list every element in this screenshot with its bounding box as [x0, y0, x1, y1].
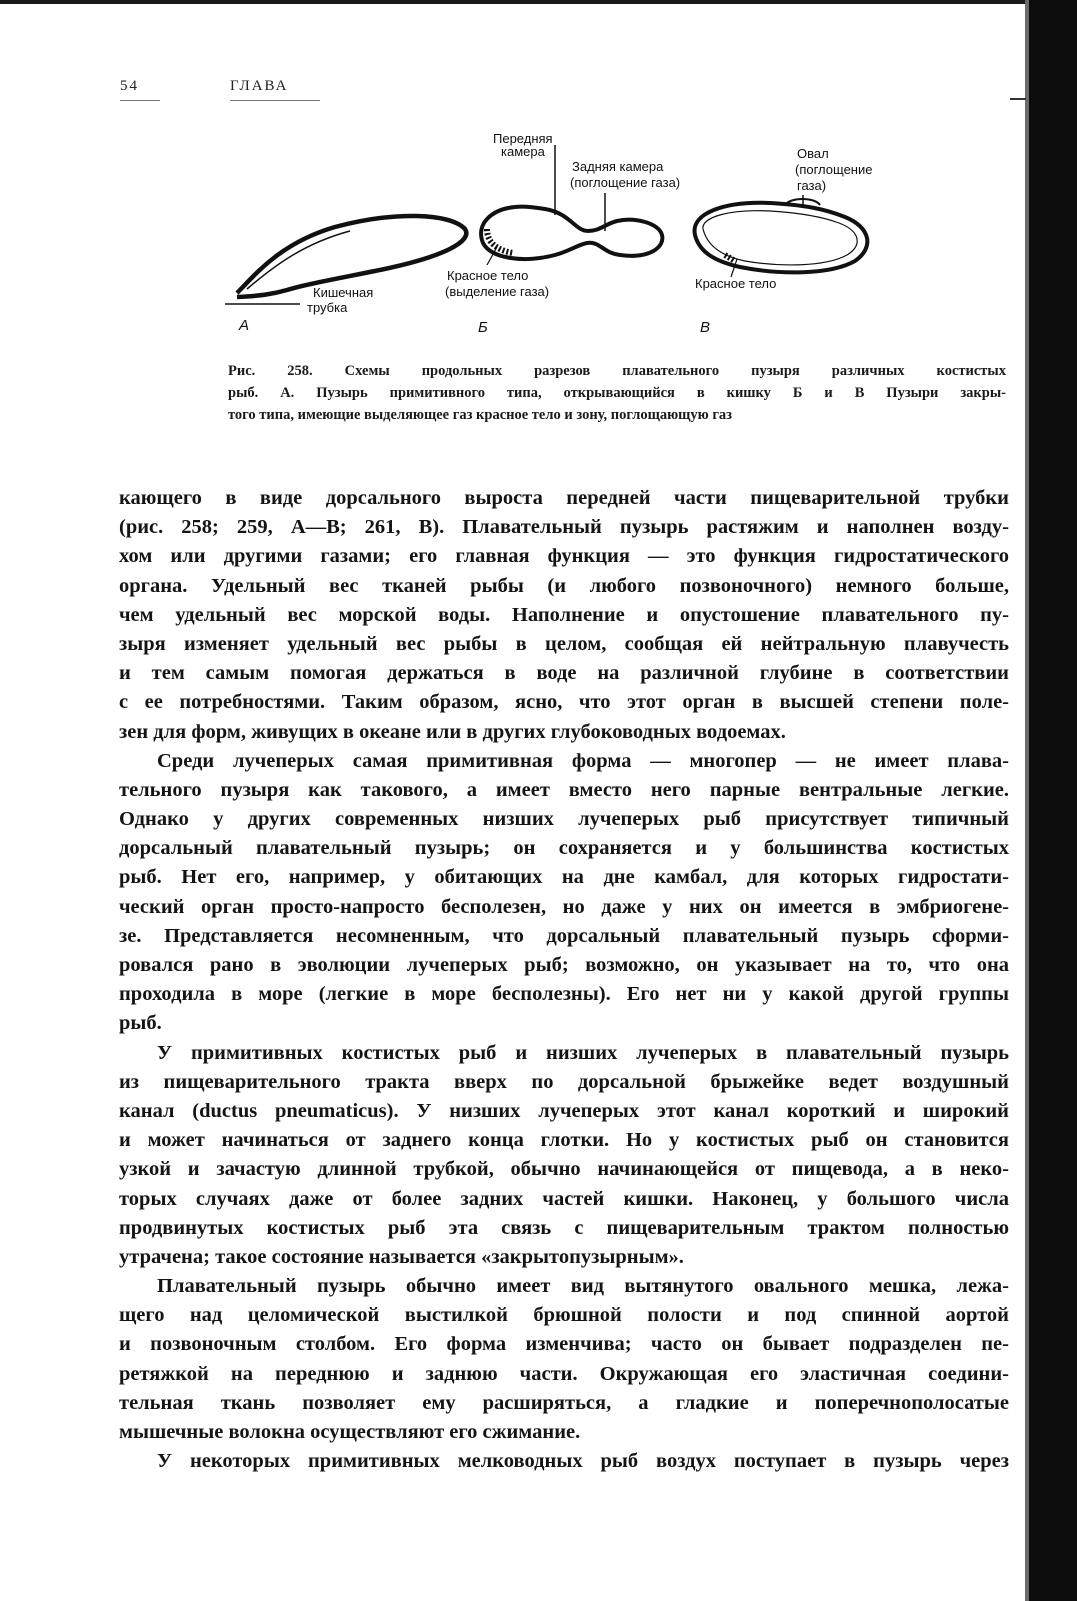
- body-line: ровался рано в эволюции лучеперых рыб; возможно, он указывает на то, что она: [119, 954, 1009, 976]
- section-title: ГЛАВА: [230, 78, 289, 94]
- body-line: ческий орган просто-напросто бесполезен, но даже у них он имеется в эмбриогене-: [119, 895, 1009, 918]
- letter-a: А: [239, 317, 250, 334]
- body-line: ретяжкой на переднюю и заднюю части. Окружающая его эластичная соедини-: [119, 1362, 1009, 1385]
- body-line: и тем самым помогая держаться в воде на различной глубине в соответствии: [119, 662, 1009, 685]
- page-number: 54: [120, 78, 139, 94]
- letter-v: В: [700, 319, 711, 336]
- body-line: проходила в море (легкие в море бесполезны). Его нет ни у какой другой группы: [119, 983, 1009, 1006]
- scan-right-edge: [1029, 0, 1077, 1601]
- label-red-body-v: Красное тело: [695, 276, 777, 291]
- body-line: мышечные волокна осуществляют его сжимание.: [119, 1421, 581, 1443]
- body-line: Однако у других современных низших лучеперых рыб присутствует типичный: [119, 808, 1009, 831]
- caption-line: рыб. А. Пузырь примитивного типа, открывающийся в кишку Б и В Пузыри закры-: [228, 385, 1006, 401]
- body-line: (рис. 258; 259, А—В; 261, В). Плавательный пузырь растяжим и наполнен возду-: [119, 516, 1009, 539]
- body-text: [119, 484, 1009, 1476]
- caption-line: Рис. 258. Схемы продольных разрезов плавательного пузыря различных костистых: [228, 363, 1006, 379]
- label-rear-chamber-2: (поглощение газа): [570, 175, 681, 190]
- label-intestinal-tube-2: трубка: [307, 300, 348, 315]
- body-line: тельного пузыря как такового, а имеет вместо него парные вентральные легкие.: [119, 778, 1009, 801]
- body-line: рыб.: [119, 1012, 162, 1035]
- scan-top-edge: [0, 0, 1077, 4]
- page-number-rule: [120, 100, 160, 101]
- label-oval-1: Овал: [797, 146, 829, 161]
- body-line: кающего в виде дорсального выроста передней части пищеварительной трубки: [119, 487, 1009, 509]
- body-line: зен для форм, живущих в океане или в других глубоководных водоемах.: [119, 720, 786, 743]
- body-line: торых случаях даже от более задних частей кишки. Наконец, у большого числа: [119, 1187, 1009, 1210]
- body-line: и позвоночным столбом. Его форма изменчива; часто он бывает подразделен пе-: [119, 1333, 1009, 1356]
- body-line: и может начинаться от заднего конца глотки. Но у костистых рыб он становится: [119, 1129, 1009, 1152]
- swim-bladder-figure: [225, 125, 905, 350]
- body-line: щего над целомической выстилкой брюшной полости и под спинной аортой: [119, 1304, 1009, 1327]
- label-intestinal-tube-1: Кишечная: [313, 285, 374, 300]
- body-line: зыря изменяет удельный вес рыбы в целом, сообщая ей нейтральную плавучесть: [119, 632, 1009, 655]
- body-line: утрачена; такое состояние называется «закрытопузырным».: [119, 1245, 684, 1268]
- label-oval-3: газа): [797, 178, 827, 193]
- section-title-rule: [230, 100, 320, 101]
- letter-b: Б: [478, 319, 488, 336]
- label-front-chamber-2: камера: [501, 144, 545, 159]
- body-line: продвинутых костистых рыб эта связь с пищеварительным трактом полностью: [119, 1216, 1009, 1239]
- diagram-v: [695, 195, 868, 277]
- figure-caption: [228, 360, 1006, 426]
- body-line: зе. Представляется несомненным, что дорсальный плавательный пузырь сформи-: [119, 924, 1009, 947]
- body-line: дорсальный плавательный пузырь; он сохраняется и у большинства костистых: [119, 837, 1009, 860]
- running-head-dash: [1010, 98, 1026, 100]
- body-line: из пищеварительного тракта вверх по дорсальной брыжейке ведет воздушный: [119, 1070, 1009, 1093]
- label-red-body-b-2: (выделение газа): [445, 284, 550, 299]
- label-red-body-b-1: Красное тело: [447, 268, 529, 283]
- body-line: Плавательный пузырь обычно имеет вид вытянутого овального мешка, лежа-: [157, 1275, 1009, 1298]
- body-line: тельная ткань позволяет ему расширяться, а гладкие и поперечнополосатые: [119, 1391, 1009, 1414]
- body-line: чем удельный вес морской воды. Наполнение и опустошение плавательного пу-: [119, 603, 1009, 626]
- body-line: канал (ductus pneumaticus). У низших лучеперых этот канал короткий и широкий: [119, 1099, 1009, 1122]
- body-line: узкой и зачастую длинной трубкой, обычно начинающейся от пищевода, а в неко-: [119, 1158, 1009, 1181]
- body-line: хом или другими газами; его главная функция — это функция гидростатического: [119, 545, 1009, 568]
- body-line: рыб. Нет его, например, у обитающих на дне камбал, для которых гидростати-: [119, 866, 1009, 889]
- body-line: У некоторых примитивных мелководных рыб воздух поступает в пузырь через: [157, 1450, 1009, 1473]
- label-oval-2: (поглощение: [795, 162, 873, 177]
- body-line: органа. Удельный вес тканей рыбы (и любого позвоночного) немного больше,: [119, 574, 1009, 597]
- caption-line: того типа, имеющие выделяющее газ красное тело и зону, поглощающую газ: [228, 407, 733, 423]
- body-line: с ее потребностями. Таким образом, ясно, что этот орган в высшей степени поле-: [119, 691, 1009, 714]
- body-line: У примитивных костистых рыб и низших лучеперых в плавательный пузырь: [157, 1041, 1009, 1064]
- body-line: Среди лучеперых самая примитивная форма — многопер — не имеет плава-: [157, 749, 1009, 772]
- label-front-chamber-1: Передняя: [493, 131, 553, 146]
- label-rear-chamber-1: Задняя камера: [572, 159, 664, 174]
